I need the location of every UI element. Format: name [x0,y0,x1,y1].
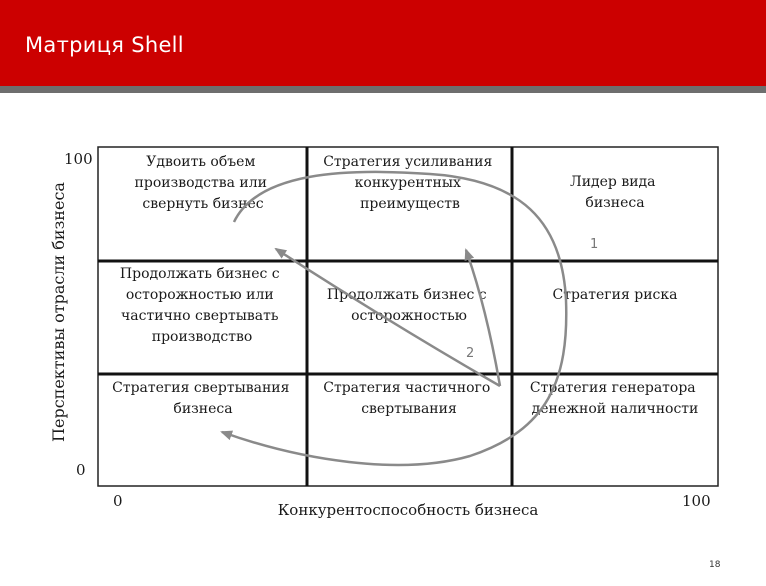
cell-center: Продолжать бизнес с осторожностью [326,287,487,324]
x-axis-max: 100 [682,492,711,510]
curve-label-2: 2 [466,346,475,361]
cell-middle-left: Продолжать бизнес с осторожностью или частично свертывать производство [119,266,280,345]
strategy-curve-2-to-top [466,250,500,386]
cell-bottom-middle: Стратегия частичного свертывания [323,380,491,417]
page-number: 18 [709,560,721,570]
cell-top-left: Удвоить объем производства или свернуть бизнес [134,154,267,212]
cell-bottom-left: Стратегия свертывания бизнеса [112,380,290,417]
cell-middle-right: Стратегия риска [552,287,678,303]
curve-label-1: 1 [590,237,599,252]
x-axis-min: 0 [113,492,123,510]
y-axis-min: 0 [76,461,86,479]
cell-top-right: Лидер вида бизнеса [570,174,656,211]
y-axis-label: Перспективы отрасли бизнеса [49,182,68,442]
slide-title: Матриця Shell [25,33,184,57]
cell-top-middle: Стратегия усиливания конкурентных преимуществ [323,154,493,212]
y-axis-max: 100 [64,150,93,168]
cell-bottom-right: Стратегия генератора денежной наличности [529,380,699,417]
x-axis-label: Конкурентоспособность бизнеса [277,501,539,519]
